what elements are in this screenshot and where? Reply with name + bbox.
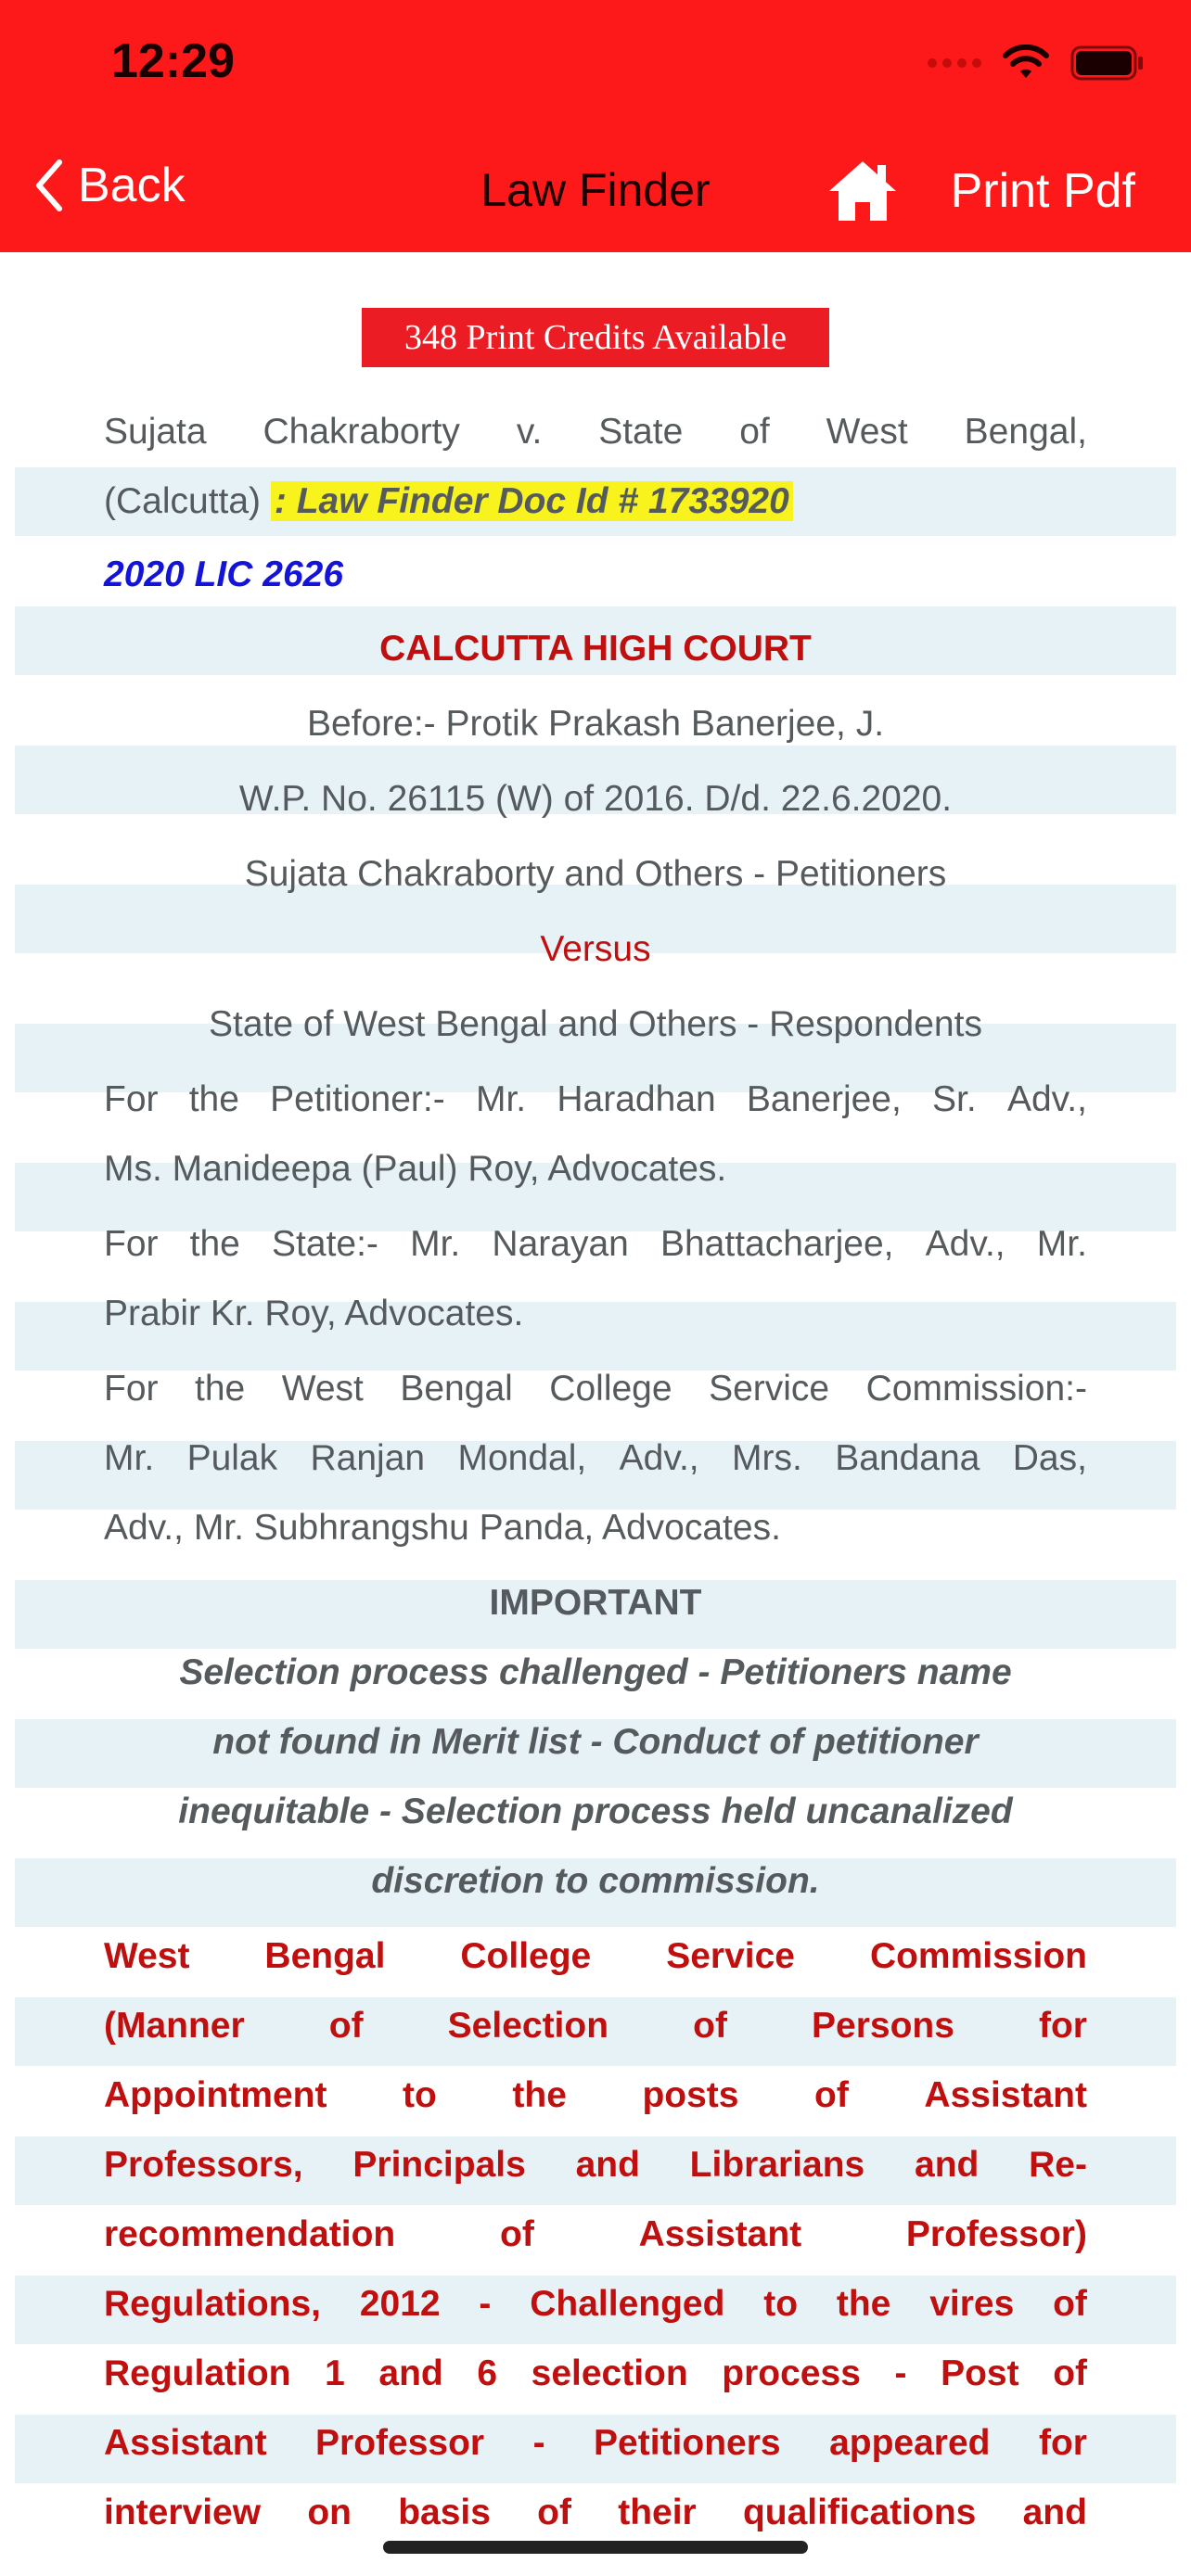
counsel-commission-2: Mr. Pulak Ranjan Mondal, Adv., Mrs. Bandana Das, xyxy=(104,1438,1087,1478)
statute-line: recommendation of Assistant Professor) xyxy=(104,2214,1087,2254)
petitioners: Sujata Chakraborty and Others - Petitioners xyxy=(244,854,947,894)
battery-icon xyxy=(1070,45,1145,81)
case-title-line-2 xyxy=(104,466,1087,536)
respondents: State of West Bengal and Others - Respondents xyxy=(209,1004,982,1044)
headnote-line: inequitable - Selection process held uncanalized xyxy=(178,1792,1013,1831)
counsel-commission: For the West Bengal College Service Commission:- xyxy=(104,1369,1087,1409)
statute-line: Regulation 1 and 6 selection process - Post of xyxy=(104,2353,1087,2393)
statute-line: West Bengal College Service Commission xyxy=(104,1936,1087,1976)
court-name: CALCUTTA HIGH COURT xyxy=(379,629,812,669)
status-time: 12:29 xyxy=(111,34,235,88)
statute-line: interview on basis of their qualifications and xyxy=(104,2493,1087,2532)
counsel-petitioner-2: Ms. Manideepa (Paul) Roy, Advocates. xyxy=(104,1149,727,1189)
versus-label: Versus xyxy=(540,929,651,969)
statute-line: (Manner of Selection of Persons for xyxy=(104,2006,1087,2046)
counsel-state-2: Prabir Kr. Roy, Advocates. xyxy=(104,1294,524,1333)
app-header xyxy=(0,0,1191,252)
counsel-state: For the State:- Mr. Narayan Bhattacharjee, Adv., Mr. xyxy=(104,1224,1087,1264)
statute-line: Professors, Principals and Librarians and Re- xyxy=(104,2145,1087,2185)
navigation-bar xyxy=(0,148,1191,232)
home-button[interactable] xyxy=(826,158,900,229)
home-indicator[interactable] xyxy=(383,2541,808,2554)
bench: Before:- Protik Prakash Banerjee, J. xyxy=(306,704,885,744)
case-title-line: Sujata Chakraborty v. State of West Bengal, xyxy=(104,412,1087,452)
statute-line: Assistant Professor - Petitioners appeared for xyxy=(104,2423,1087,2463)
case-number: W.P. No. 26115 (W) of 2016. D/d. 22.6.2020. xyxy=(238,779,953,819)
document-viewer[interactable] xyxy=(0,252,1191,2576)
statute-line: Regulations, 2012 - Challenged to the vires of xyxy=(104,2284,1087,2324)
home-icon xyxy=(826,158,900,224)
signal-icon xyxy=(928,58,981,68)
important-heading: IMPORTANT xyxy=(489,1583,702,1623)
page-title: Law Finder xyxy=(480,164,711,216)
counsel-petitioner: For the Petitioner:- Mr. Haradhan Banerjee, Sr. Adv., xyxy=(104,1079,1087,1119)
print-pdf-button[interactable]: Print Pdf xyxy=(950,164,1135,218)
headnote-line: discretion to commission. xyxy=(371,1861,820,1901)
statute-line: Appointment to the posts of Assistant xyxy=(104,2075,1087,2115)
wifi-icon xyxy=(1002,45,1050,82)
headnote-line: not found in Merit list - Conduct of petitioner xyxy=(212,1722,979,1762)
back-label: Back xyxy=(78,159,186,212)
citation[interactable]: 2020 LIC 2626 xyxy=(104,555,344,594)
headnote-line: Selection process challenged - Petitioners name xyxy=(179,1652,1012,1692)
print-credits-badge: 348 Print Credits Available xyxy=(362,308,829,367)
status-icons xyxy=(928,45,1145,82)
court-abbrev: (Calcutta) xyxy=(104,481,262,521)
doc-id-highlight: : Law Finder Doc Id # 1733920 xyxy=(271,481,793,521)
counsel-commission-3: Adv., Mr. Subhrangshu Panda, Advocates. xyxy=(104,1508,781,1548)
